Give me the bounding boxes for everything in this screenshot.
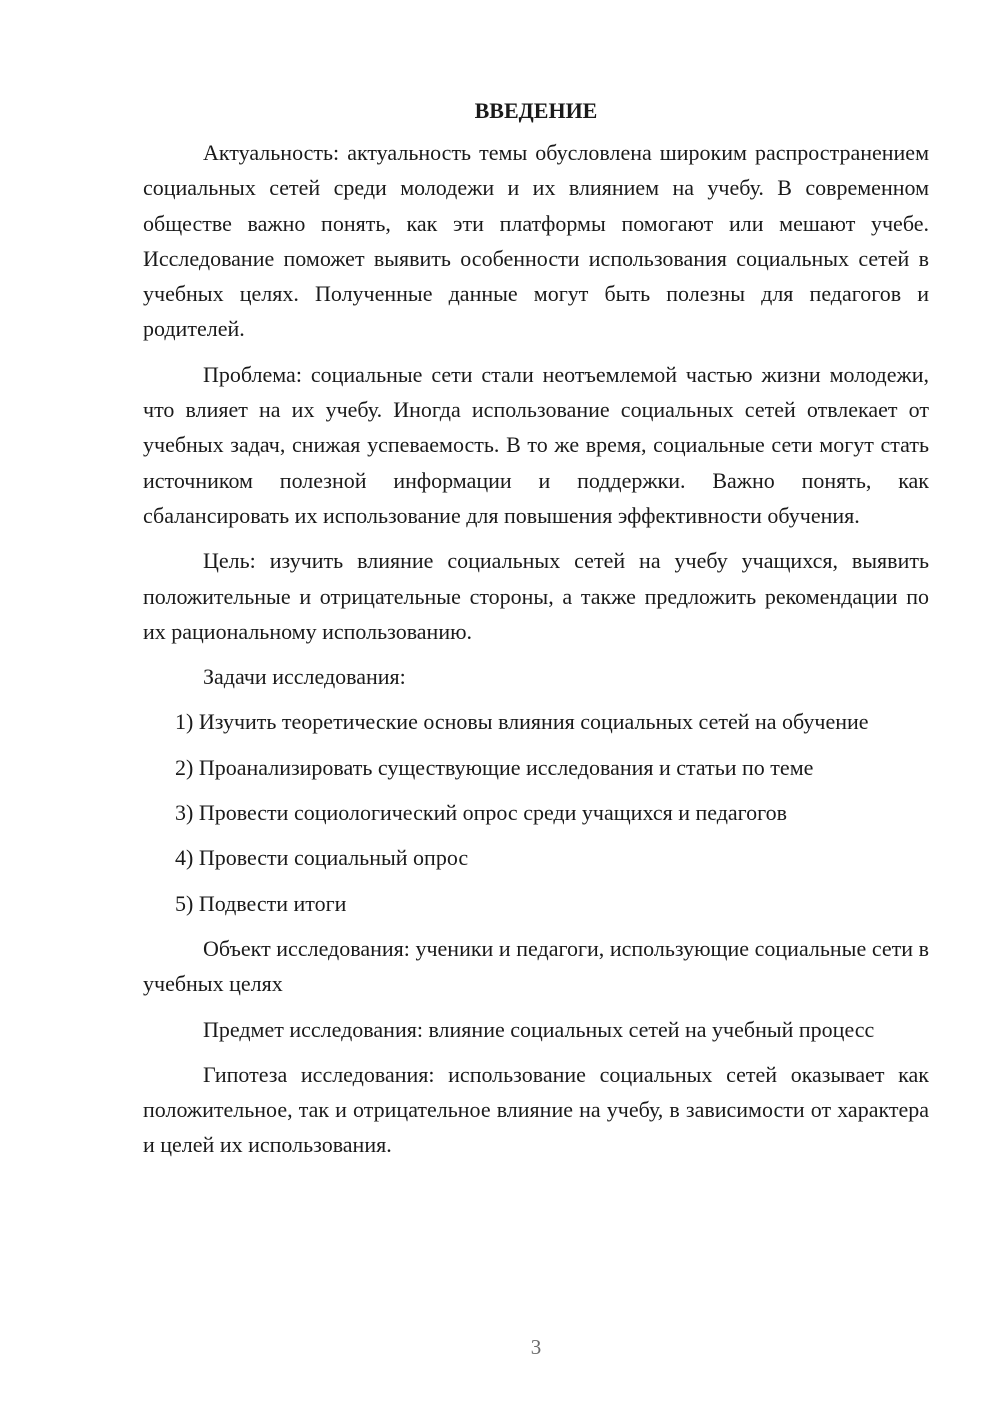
task-item-4: 4) Провести социальный опрос xyxy=(175,845,469,871)
paragraph-problem: Проблема: социальные сети стали неотъемлемой частью жизни молодежи, что влияет на их учебу. Иногда использование социальных сетей отвлекает от учебных задач, снижая успеваемость. В то же время, социальные сети могут стать источником полезной информации и поддержки. Важно понять, как сбалансировать их использование для повышения эффективности обучения. xyxy=(143,361,929,528)
task-item-5: 5) Подвести итоги xyxy=(175,890,347,916)
paragraph-relevance: Актуальность: актуальность темы обусловлена широким распространением социальных сетей среди молодежи и их влиянием на учебу. В современном обществе важно понять, как эти платформы помогают или мешают учебе. Исследование поможет выявить особенности использования социальных сетей в учебных целях. Полученные данные могут быть полезны для педагогов и родителей. xyxy=(143,140,929,342)
paragraph-hypothesis: Гипотеза исследования: использование социальных сетей оказывает как положительное, так и отрицательное влияние на учебу, в зависимости от характера и целей их использования. xyxy=(143,1061,929,1158)
tasks-label: Задачи исследования: xyxy=(203,664,406,690)
task-item-3: 3) Провести социологический опрос среди учащихся и педагогов xyxy=(175,800,788,826)
section-title: ВВЕДЕНИЕ xyxy=(474,98,598,123)
paragraph-object: Объект исследования: ученики и педагоги, использующие социальные сети в учебных целях xyxy=(143,935,929,997)
task-item-2: 2) Проанализировать существующие исследования и статьи по теме xyxy=(175,754,814,780)
task-item-1: 1) Изучить теоретические основы влияния социальных сетей на обучение xyxy=(175,709,869,735)
page-number: 3 xyxy=(530,1335,542,1359)
document-body xyxy=(143,96,929,1173)
paragraph-goal: Цель: изучить влияние социальных сетей на учебу учащихся, выявить положительные и отрицательные стороны, а также предложить рекомендации по их рациональному использованию. xyxy=(143,548,929,644)
paragraph-subject: Предмет исследования: влияние социальных сетей на учебный процесс xyxy=(203,1016,875,1042)
